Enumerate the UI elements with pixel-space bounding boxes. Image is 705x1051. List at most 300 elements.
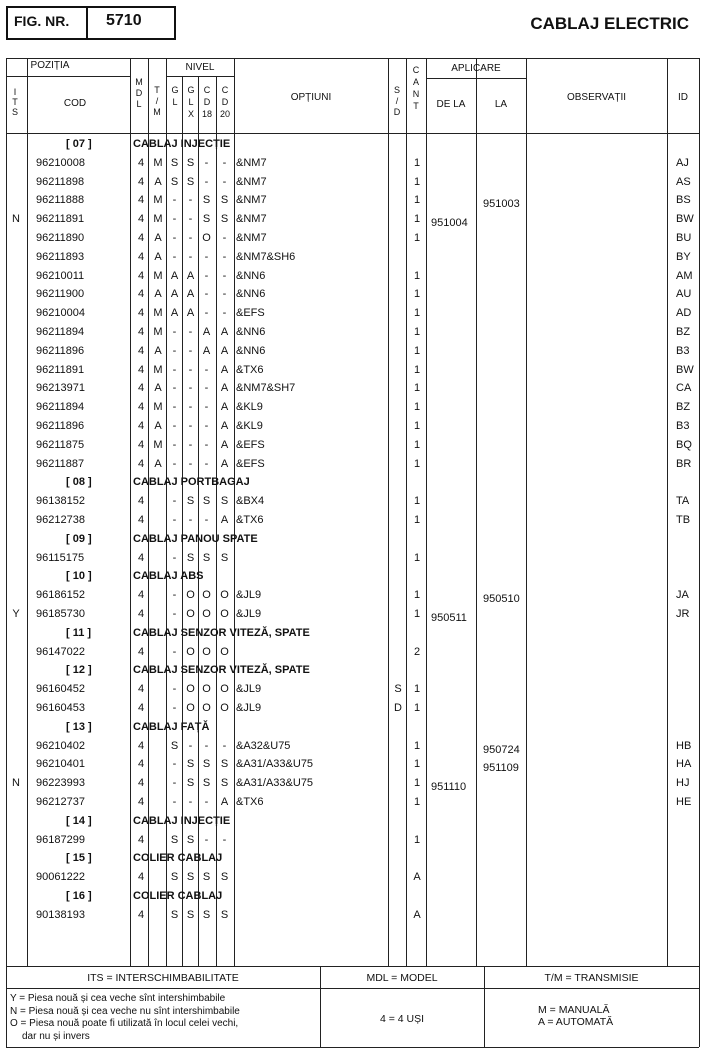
level-value: -	[188, 739, 193, 752]
level-value: -	[204, 382, 209, 395]
quantity: 1	[413, 344, 421, 357]
legend-tm-line: A = AUTOMATĂ	[538, 1016, 614, 1028]
quantity: 1	[413, 777, 421, 790]
level-value: S	[220, 908, 229, 921]
part-code: 96211893	[36, 250, 85, 263]
level-value: -	[172, 194, 177, 207]
aplicare-underline	[426, 78, 526, 79]
row-id: AU	[676, 288, 692, 301]
level-value: -	[188, 250, 193, 263]
level-value: S	[202, 551, 211, 564]
level-value: -	[204, 796, 209, 808]
model-code: 4	[137, 438, 145, 451]
level-value: A	[202, 344, 211, 357]
column-line	[130, 58, 131, 966]
level-value: -	[188, 344, 193, 357]
option-code: &JL9	[236, 589, 262, 602]
legend-its-line: O = Piesa nouă poate fi utilizată în locul celei vechi,	[10, 1018, 239, 1029]
model-code: 4	[137, 156, 145, 169]
level-value: -	[204, 420, 209, 432]
section-code: [ 07 ]	[66, 138, 92, 150]
level-value: S	[186, 908, 195, 921]
level-value: -	[222, 250, 227, 263]
header-nivel-letter: X	[187, 109, 194, 119]
model-code: 4	[137, 344, 145, 357]
section-code: [ 13 ]	[66, 720, 92, 733]
level-value: -	[172, 645, 177, 658]
section-title: COLIER CABLAJ	[133, 890, 223, 902]
level-value: -	[188, 514, 193, 526]
quantity: 1	[413, 438, 421, 451]
level-value: S	[220, 758, 229, 771]
applicable-until: 951109	[483, 762, 519, 775]
header-mdl-letter: D	[135, 88, 143, 98]
level-value: A	[170, 269, 179, 282]
option-code: &JL9	[236, 683, 262, 696]
legend-its-line: Y = Piesa nouă și cea veche sînt intershimbabile	[10, 993, 226, 1004]
applicable-from: 951110	[431, 781, 467, 794]
level-value: -	[188, 363, 193, 376]
level-value: S	[170, 156, 179, 169]
level-value: S	[202, 871, 211, 884]
section-title: COLIER CABLAJ	[133, 852, 223, 865]
level-value: S	[170, 871, 179, 884]
level-value: -	[188, 326, 193, 338]
part-code: 90061222	[36, 871, 85, 884]
option-code: &JL9	[236, 608, 262, 620]
level-value: -	[172, 344, 177, 357]
level-value: A	[220, 457, 229, 470]
level-value: O	[220, 683, 229, 696]
level-value: O	[220, 608, 229, 620]
model-code: 4	[137, 777, 145, 790]
model-code: 4	[137, 363, 145, 376]
part-code: 96211875	[36, 438, 85, 451]
level-value: -	[172, 326, 177, 338]
model-code: 4	[137, 307, 145, 320]
section-code: [ 09 ]	[66, 532, 92, 545]
level-value: -	[172, 777, 177, 790]
quantity: 1	[413, 307, 421, 320]
part-code: 96211894	[36, 401, 85, 414]
row-id: AD	[676, 307, 692, 320]
transmission-code: A	[154, 232, 162, 244]
part-code: 96211900	[36, 288, 85, 301]
transmission-code: A	[154, 420, 162, 432]
level-value: O	[186, 702, 195, 714]
level-value: A	[220, 796, 229, 808]
level-value: -	[172, 608, 177, 620]
header-nivel-letter: G	[171, 85, 179, 95]
transmission-code: M	[153, 194, 163, 207]
part-code: 96212737	[36, 796, 85, 808]
header-tm-letter: T	[154, 85, 160, 95]
level-value: S	[170, 908, 179, 921]
option-code: &NM7&SH7	[236, 382, 296, 395]
level-value: O	[220, 589, 229, 602]
option-code: &A31/A33&U75	[236, 777, 314, 790]
option-code: &A31/A33&U75	[236, 758, 314, 771]
part-code: 96211896	[36, 420, 85, 432]
header-divider	[6, 133, 699, 134]
level-value: -	[172, 683, 177, 696]
level-value: -	[172, 250, 177, 263]
table-right-border	[699, 58, 700, 1047]
row-id: B3	[676, 420, 690, 432]
model-code: 4	[137, 833, 145, 846]
part-code: 96138152	[36, 495, 85, 508]
model-code: 4	[137, 871, 145, 884]
level-value: -	[204, 438, 209, 451]
level-value: S	[170, 175, 179, 188]
quantity: 1	[413, 382, 421, 395]
model-code: 4	[137, 288, 145, 301]
level-value: O	[186, 589, 195, 602]
option-code: &TX6	[236, 796, 264, 808]
header-its-letter: T	[12, 97, 18, 107]
level-value: A	[220, 401, 229, 414]
transmission-code: A	[154, 457, 162, 470]
model-code: 4	[137, 758, 145, 771]
column-line	[234, 58, 235, 966]
level-value: -	[188, 401, 193, 414]
row-id: HE	[676, 796, 692, 808]
header-cant-letter: C	[412, 65, 420, 75]
row-id: BR	[676, 457, 692, 470]
level-value: S	[186, 758, 195, 771]
quantity: 1	[413, 758, 421, 771]
option-code: &JL9	[236, 702, 262, 714]
header-cant-letter: T	[413, 101, 419, 111]
transmission-code: M	[153, 213, 163, 226]
level-value: S	[202, 758, 211, 771]
legend-divider	[6, 966, 699, 967]
model-code: 4	[137, 702, 145, 714]
level-value: -	[188, 194, 193, 207]
part-code: 96210401	[36, 758, 85, 771]
section-title: CABLAJ INJECȚIE	[133, 814, 231, 827]
model-code: 4	[137, 175, 145, 188]
transmission-code: M	[153, 269, 163, 282]
quantity: 1	[413, 683, 421, 696]
header-its-letter: I	[13, 87, 17, 97]
model-code: 4	[137, 739, 145, 752]
level-value: S	[186, 871, 195, 884]
level-value: -	[188, 213, 193, 226]
row-id: TA	[676, 495, 690, 508]
table-top-border	[6, 58, 699, 59]
legend-mdl-line: 4 = 4 UȘI	[379, 1013, 425, 1025]
part-code: 96211898	[36, 175, 85, 188]
header-tm-letter: M	[153, 107, 161, 117]
column-line	[388, 58, 389, 966]
legend-its-line: N = Piesa nouă și cea veche nu sînt intershimbabile	[10, 1005, 240, 1017]
model-code: 4	[137, 326, 145, 338]
part-code: 96160453	[36, 702, 85, 714]
row-id: BQ	[676, 438, 692, 451]
level-value: -	[204, 307, 209, 320]
level-value: O	[202, 589, 211, 602]
row-id: JA	[676, 589, 689, 602]
header-cant-letter: N	[412, 89, 420, 99]
pozitia-underline	[6, 76, 130, 77]
row-id: AJ	[676, 156, 689, 169]
level-value: -	[204, 363, 209, 376]
header-de-la: DE LA	[436, 99, 466, 110]
transmission-code: A	[154, 288, 162, 301]
level-value: S	[186, 833, 195, 846]
header-aplicare: APLICARE	[451, 63, 501, 74]
model-code: 4	[137, 645, 145, 658]
level-value: S	[202, 194, 211, 207]
nivel-underline	[166, 76, 234, 77]
column-line	[426, 58, 427, 966]
transmission-code: M	[153, 401, 163, 414]
level-value: -	[222, 739, 227, 752]
level-value: -	[204, 457, 209, 470]
row-id: BS	[676, 194, 691, 207]
column-line	[667, 58, 668, 966]
header-nivel-letter: 20	[219, 109, 230, 119]
side-code: D	[394, 702, 402, 714]
header-id: ID	[678, 92, 688, 103]
header-nivel-letter: C	[221, 85, 229, 95]
level-value: S	[220, 777, 229, 790]
level-value: O	[186, 645, 195, 658]
level-value: -	[222, 175, 227, 188]
part-code: 96115175	[36, 551, 85, 564]
section-title: CABLAJ PORTBAGAJ	[133, 476, 250, 489]
part-code: 96210008	[36, 156, 85, 169]
level-value: O	[202, 645, 211, 658]
its-code: N	[12, 213, 20, 226]
level-value: -	[172, 457, 177, 470]
section-code: [ 10 ]	[66, 570, 92, 583]
option-code: &NM7	[236, 175, 267, 188]
part-code: 96210402	[36, 739, 85, 752]
option-code: &BX4	[236, 495, 265, 508]
level-value: -	[188, 232, 193, 244]
header-mdl-letter: L	[136, 99, 142, 109]
option-code: &EFS	[236, 438, 265, 451]
level-value: A	[220, 438, 229, 451]
model-code: 4	[137, 194, 145, 207]
level-value: O	[186, 683, 195, 696]
header-cod: COD	[63, 98, 87, 109]
quantity: 1	[413, 363, 421, 376]
row-id: BY	[676, 250, 691, 263]
level-value: -	[172, 232, 177, 244]
section-title: CABLAJ FAȚĂ	[133, 720, 210, 733]
row-id: HA	[676, 758, 692, 771]
legend-mdl-title: MDL = MODEL	[366, 972, 438, 984]
level-value: A	[220, 363, 229, 376]
section-title: CABLAJ PANOU SPATE	[133, 532, 258, 545]
model-code: 4	[137, 589, 145, 602]
header-sd-letter: S	[393, 85, 400, 95]
row-id: BU	[676, 232, 692, 244]
model-code: 4	[137, 551, 145, 564]
page-title: CABLAJ ELECTRIC	[530, 14, 689, 33]
model-code: 4	[137, 250, 145, 263]
level-value: -	[172, 382, 177, 395]
section-title: CABLAJ SENZOR VITEZĂ, SPATE	[133, 664, 310, 677]
level-value: S	[186, 175, 195, 188]
part-code: 96211896	[36, 344, 85, 357]
header-nivel: NIVEL	[185, 62, 215, 73]
figure-label: FIG. NR.	[14, 13, 70, 29]
quantity: 1	[413, 194, 421, 207]
level-value: -	[172, 420, 177, 432]
column-line	[148, 58, 149, 966]
level-value: A	[186, 307, 195, 320]
level-value: -	[172, 702, 177, 714]
option-code: &NM7&SH6	[236, 250, 296, 263]
level-value: -	[222, 269, 227, 282]
part-code: 96210011	[36, 269, 85, 282]
level-value: -	[172, 401, 177, 414]
level-value: A	[220, 382, 229, 395]
quantity: 2	[413, 645, 421, 658]
level-value: A	[170, 288, 179, 301]
part-code: 96185730	[36, 608, 85, 620]
section-code: [ 16 ]	[66, 890, 92, 902]
option-code: &NN6	[236, 344, 266, 357]
quantity: 1	[413, 269, 421, 282]
section-title: CABLAJ INJECȚIE	[133, 138, 231, 150]
part-code: 96187299	[36, 833, 85, 846]
row-id: CA	[676, 382, 692, 395]
header-its-letter: S	[11, 107, 18, 117]
level-value: S	[202, 908, 211, 921]
row-id: JR	[676, 608, 690, 620]
part-code: 96211890	[36, 232, 85, 244]
transmission-code: A	[154, 250, 162, 263]
its-code: Y	[12, 608, 20, 620]
quantity: 1	[413, 796, 421, 808]
side-code: S	[394, 683, 402, 696]
level-value: S	[220, 213, 229, 226]
level-value: -	[204, 739, 209, 752]
header-sd-letter: /	[395, 96, 399, 106]
transmission-code: A	[154, 175, 162, 188]
model-code: 4	[137, 495, 145, 508]
transmission-code: A	[154, 382, 162, 395]
column-line	[526, 58, 527, 966]
model-code: 4	[137, 382, 145, 395]
legend-its-title: ITS = INTERSCHIMBABILITATE	[87, 972, 239, 984]
column-line	[27, 58, 28, 966]
level-value: S	[170, 833, 179, 846]
header-sd-letter: D	[393, 107, 401, 117]
model-code: 4	[137, 457, 145, 470]
transmission-code: M	[153, 156, 163, 169]
level-value: S	[170, 739, 179, 752]
figure-number: 5710	[106, 12, 142, 29]
level-value: -	[172, 363, 177, 376]
applicable-until: 950510	[483, 593, 520, 606]
applicable-until: 950724	[483, 743, 520, 756]
header-nivel-letter: L	[172, 97, 178, 107]
level-value: S	[202, 213, 211, 226]
row-id: BZ	[676, 326, 691, 338]
level-value: O	[202, 683, 211, 696]
quantity: 1	[413, 401, 421, 414]
level-value: -	[172, 758, 177, 771]
model-code: 4	[137, 514, 145, 526]
level-value: -	[204, 156, 209, 169]
level-value: -	[188, 382, 193, 395]
header-mdl-letter: M	[135, 77, 143, 87]
header-nivel-letter: 18	[201, 109, 212, 119]
quantity: 1	[413, 514, 421, 526]
header-nivel-letter: L	[188, 97, 194, 107]
level-value: -	[204, 175, 209, 188]
level-value: S	[220, 194, 229, 207]
level-value: O	[186, 608, 195, 620]
quantity: 1	[413, 156, 421, 169]
option-code: &NM7	[236, 213, 267, 226]
section-title: CABLAJ ABS	[133, 570, 204, 583]
row-id: HJ	[676, 777, 690, 790]
part-code: 90138193	[36, 908, 85, 921]
model-code: 4	[137, 908, 145, 921]
applicable-from: 950511	[431, 612, 467, 624]
level-value: O	[202, 702, 211, 714]
option-code: &KL9	[236, 401, 263, 414]
option-code: &NM7	[236, 232, 267, 244]
option-code: &EFS	[236, 307, 265, 320]
part-code: 96211894	[36, 326, 85, 338]
quantity: 1	[413, 288, 421, 301]
model-code: 4	[137, 796, 145, 808]
applicable-from: 951004	[431, 217, 468, 230]
level-value: -	[172, 438, 177, 451]
table-bottom-border	[6, 1047, 699, 1048]
level-value: -	[222, 288, 227, 301]
part-code: 96160452	[36, 683, 85, 696]
quantity: 1	[413, 589, 421, 602]
level-value: -	[204, 250, 209, 263]
model-code: 4	[137, 683, 145, 696]
section-code: [ 12 ]	[66, 664, 92, 677]
transmission-code: M	[153, 363, 163, 376]
level-value: -	[172, 551, 177, 564]
header-observatii: OBSERVAȚII	[566, 92, 627, 103]
option-code: &NN6	[236, 269, 266, 282]
level-value: S	[186, 495, 195, 508]
level-value: -	[172, 796, 177, 808]
part-code: 96212738	[36, 514, 85, 526]
level-value: -	[204, 269, 209, 282]
option-code: &KL9	[236, 420, 263, 432]
level-value: -	[188, 457, 193, 470]
transmission-code: M	[153, 326, 163, 338]
option-code: &NM7	[236, 194, 267, 207]
model-code: 4	[137, 213, 145, 226]
option-code: &TX6	[236, 363, 264, 376]
section-code: [ 08 ]	[66, 476, 92, 489]
header-pozitia: POZIȚIA	[30, 60, 70, 71]
level-value: -	[204, 401, 209, 414]
model-code: 4	[137, 608, 145, 620]
option-code: &A32&U75	[236, 739, 291, 752]
model-code: 4	[137, 420, 145, 432]
column-line	[406, 58, 407, 966]
quantity: A	[413, 871, 421, 884]
header-nivel-letter: C	[203, 85, 211, 95]
option-code: &EFS	[236, 457, 265, 470]
